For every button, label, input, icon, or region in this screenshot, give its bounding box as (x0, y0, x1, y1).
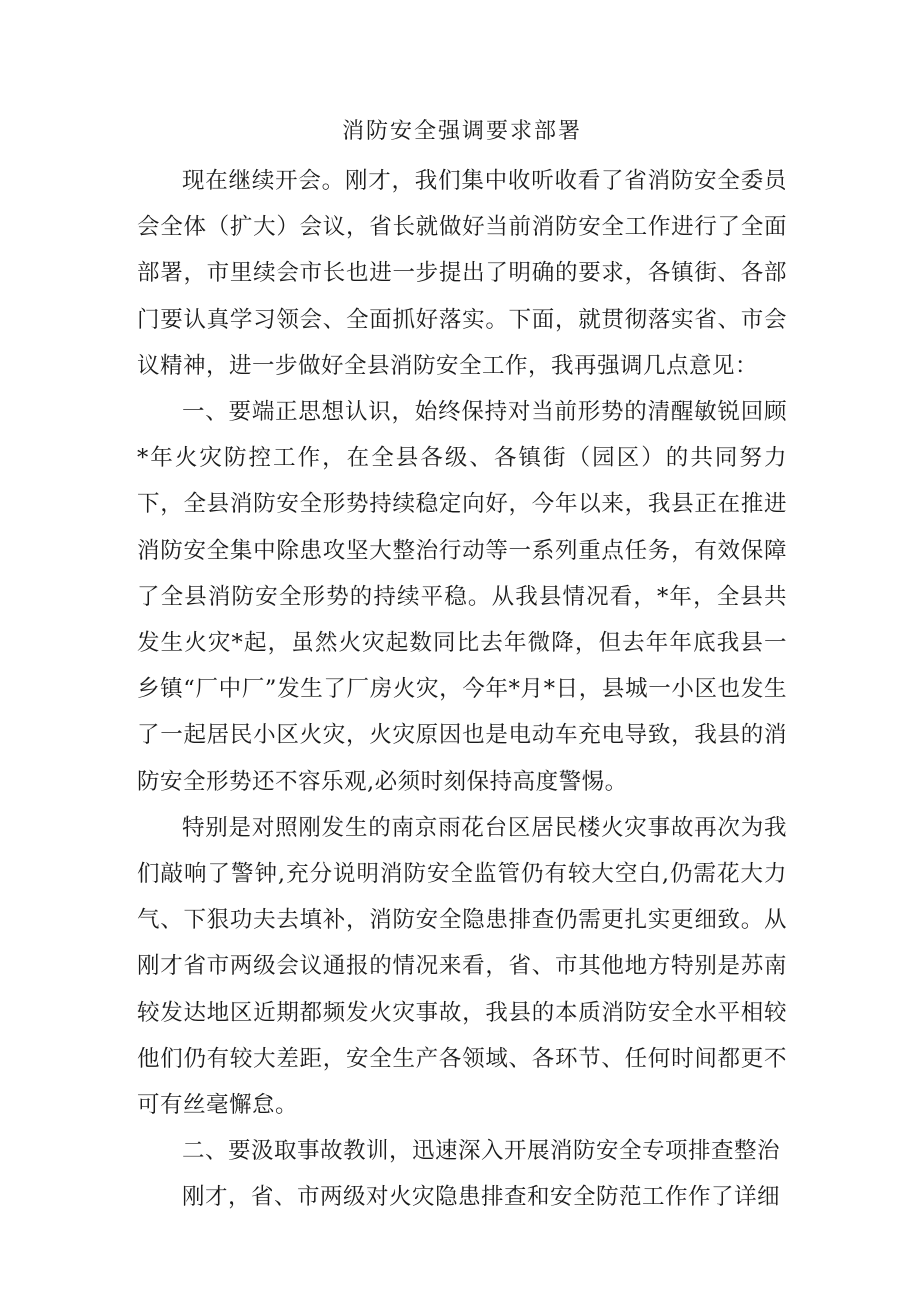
paragraph-section-two-heading: 二、要汲取事故教训，迅速深入开展消防安全专项排查整治 (182, 1138, 781, 1165)
document-title: 消防安全强调要求部署 (341, 119, 582, 144)
paragraph-section-two-body: 刚才，省、市两级对火灾隐患排查和安全防范工作作了详细 (182, 1184, 781, 1211)
document-page (137, 112, 787, 1221)
paragraph-opening: 现在继续开会。刚才，我们集中收听收看了省消防安全委员会全体（扩大）会议，省长就做好当前消防安全工作进行了全面部署，市里续会市长也进一步提出了明确的要求，各镇街、各部门要认真学习领会、全面抓好落实。下面，就贯彻落实省、市会议精神，进一步做好全县消防安全工作，我再强调几点意见： (137, 168, 787, 379)
paragraph-section-one: 一、要端正思想认识，始终保持对当前形势的清醒敏锐回顾*年火灾防控工作，在全县各级、各镇街（园区）的共同努力下，全县消防安全形势持续稳定向好，今年以来，我县正在推进消防安全集中除患攻坚大整治行动等一系列重点任务，有效保障了全县消防安全形势的持续平稳。从我县情况看，*年，全县共发生火灾*起，虽然火灾起数同比去年微降，但去年年底我县一乡镇“厂中厂”发生了厂房火灾，今年*月*日，县城一小区也发生了一起居民小区火灾，火灾原因也是电动车充电导致，我县的消防安全形势还不容乐观,必须时刻保持高度警惕。 (137, 399, 787, 795)
paragraph-nanjing-fire: 特别是对照刚发生的南京雨花台区居民楼火灾事故再次为我们敲响了警钟,充分说明消防安全监管仍有较大空白,仍需花大力气、下狠功夫去填补，消防安全隐患排查仍需更扎实更细致。从刚才省市两级会议通报的情况来看，省、市其他地方特别是苏南较发达地区近期都频发火灾事故，我县的本质消防安全水平相较他们仍有较大差距，安全生产各领域、各环节、任何时间都更不可有丝毫懈怠。 (137, 814, 787, 1119)
